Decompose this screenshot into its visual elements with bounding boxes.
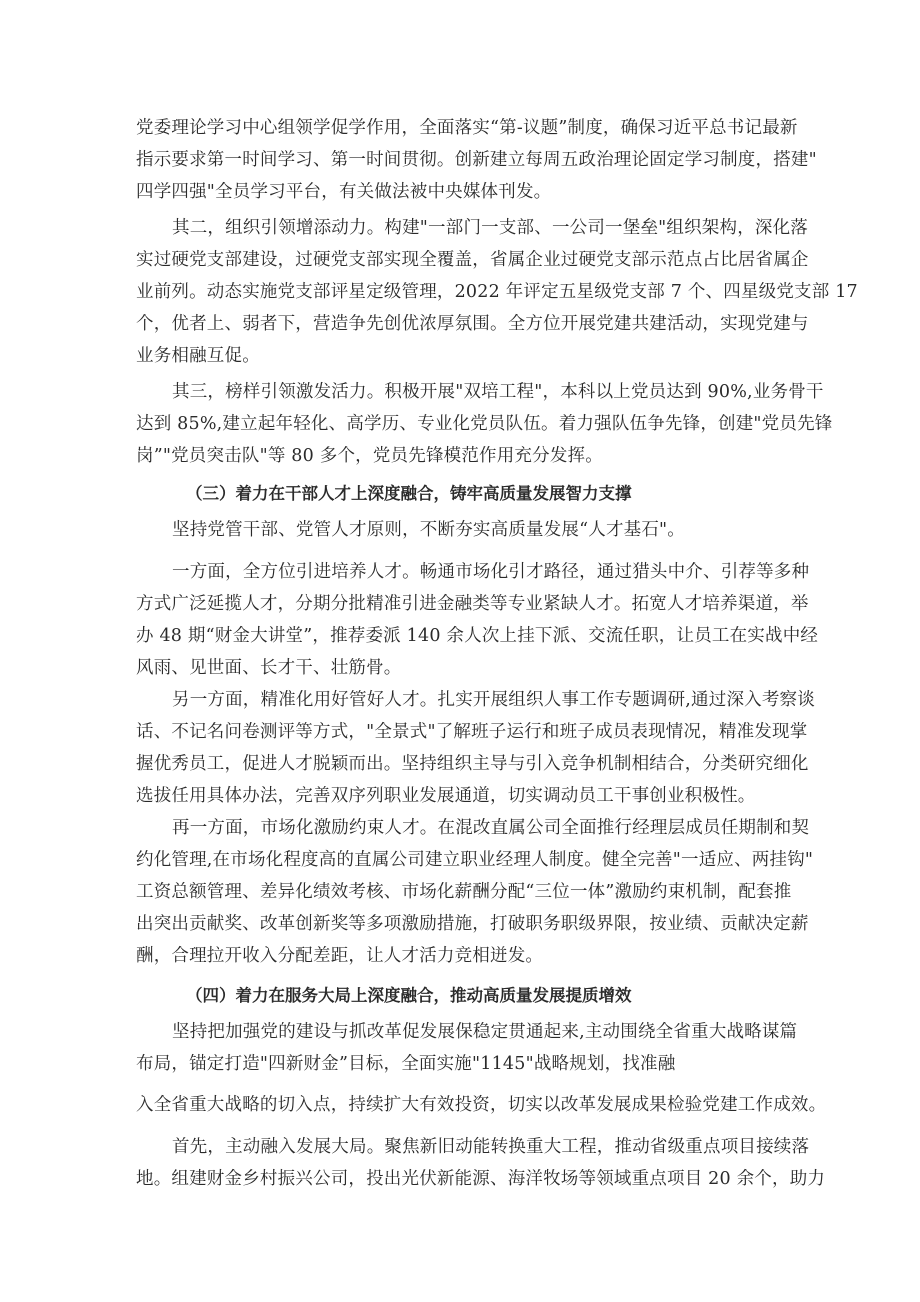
text-line: 个，优者上、弱者下，营造争先创优浓厚氛围。全方位开展党建共建活动，实现党建与 <box>136 314 809 334</box>
paragraph-role-model-lead <box>136 376 833 472</box>
text-line: 达到 85%,建立起年轻化、高学历、专业化党员队伍。着力强队伍争先锋，创建"党员先锋 <box>136 414 833 434</box>
paragraph-talent-incentive <box>136 812 814 972</box>
text-line: 握优秀员工，促进人才脱颖而出。坚持组织主导与引入竞争机制相结合，分类研究细化 <box>136 754 809 774</box>
text-line: 岗”"党员突击队"等 80 多个，党员先锋模范作用充分发挥。 <box>136 446 603 466</box>
text-line: 布局，锚定打造"四新财金”目标，全面实施"1145"战略规划，找准融 <box>136 1054 676 1074</box>
text-line: 酬，合理拉开收入分配差距，让人才活力竞相迸发。 <box>136 946 544 966</box>
paragraph-talent-management <box>136 684 815 812</box>
text-line: 坚持党管干部、党管人才原则，不断夯实高质量发展“人才基石"。 <box>172 520 685 540</box>
text-line: 其二，组织引领增添动力。构建"一部门一支部、一公司一堡垒"组织架构，深化落 <box>172 218 808 238</box>
text-line: 业前列。动态实施党支部评星定级管理，2022 年评定五星级党支部 7 个、四星级党支部 17 <box>136 282 858 302</box>
text-line: 地。组建财金乡村振兴公司，投出光伏新能源、海洋牧场等领域重点项目 20 余个，助力 <box>136 1169 826 1189</box>
text-line: 业务相融互促。 <box>136 346 260 366</box>
text-line: 入全省重大战略的切入点，持续扩大有效投资，切实以改革发展成果检验党建工作成效。 <box>136 1095 827 1115</box>
text-line: 实过硬党支部建设，过硬党支部实现全覆盖，省属企业过硬党支部示范点占比居省属企 <box>136 250 809 270</box>
paragraph-party-committee-study <box>136 112 817 208</box>
text-line: 出突出贡献奖、改革创新奖等多项激励措施，打破职务职级界限，按业绩、贡献决定薪 <box>136 914 809 934</box>
text-line: 约化管理,在市场化程度高的直属公司建立职业经理人制度。健全完善"一适应、两挂钩" <box>136 850 814 870</box>
text-line: 一方面，全方位引进培养人才。畅通市场化引才路径，通过猎头中介、引荐等多种 <box>172 562 810 582</box>
paragraph-development-integration <box>136 1131 826 1195</box>
text-line: 首先，主动融入发展大局。聚焦新旧动能转换重大工程，推动省级重点项目接续落 <box>172 1137 810 1157</box>
section-heading-talent: （三）着力在干部人才上深度融合，铸牢高质量发展智力支撑 <box>186 484 632 503</box>
paragraph-talent-principle <box>136 514 800 546</box>
text-line: 办 48 期“财金大讲堂”，推荐委派 140 余人次上挂下派、交流任职，让员工在实战中经 <box>136 626 819 646</box>
text-line: 再一方面，市场化激励约束人才。在混改直属公司全面推行经理层成员任期制和契 <box>172 818 810 838</box>
text-line: 话、不记名问卷测评等方式，"全景式"了解班子运行和班子成员表现情况，精准发现掌 <box>136 722 808 742</box>
text-line: 党委理论学习中心组领学促学作用，全面落实“第-议题”制度，确保习近平总书记最新 <box>136 118 798 138</box>
text-line: 其三，榜样引领激发活力。积极开展"双培工程"，本科以上党员达到 90%,业务骨干 <box>172 382 824 402</box>
text-line: 指示要求第一时间学习、第一时间贯彻。创新建立每周五政治理论固定学习制度，搭建" <box>136 150 817 170</box>
paragraph-organization-lead <box>136 212 858 372</box>
text-line: 工资总额管理、差异化绩效考核、市场化薪酬分配“三位一体”激励约束机制，配套推 <box>136 882 792 902</box>
paragraph-talent-recruitment <box>136 556 819 684</box>
section-heading-service: （四）着力在服务大局上深度融合，推动高质量发展提质增效 <box>186 986 632 1005</box>
text-line: 选拔任用具体办法，完善双序列职业发展通道，切实调动员工干事创业积极性。 <box>136 786 756 806</box>
text-line: 方式广泛延揽人才，分期分批精准引进金融类等专业紧缺人才。拓宽人才培养渠道，举 <box>136 594 809 614</box>
text-line: 风雨、见世面、长才干、壮筋骨。 <box>136 658 402 678</box>
text-line: 另一方面，精准化用好管好人才。扎实开展组织人事工作专题调研,通过深入考察谈 <box>172 690 815 710</box>
text-line: 坚持把加强党的建设与抓改革促发展保稳定贯通起来,主动围绕全省重大战略谋篇 <box>172 1022 798 1042</box>
paragraph-service-continuation <box>136 1089 827 1121</box>
paragraph-service-overview <box>136 1016 800 1080</box>
text-line: 四学四强"全员学习平台，有关做法被中央媒体刊发。 <box>136 182 552 202</box>
